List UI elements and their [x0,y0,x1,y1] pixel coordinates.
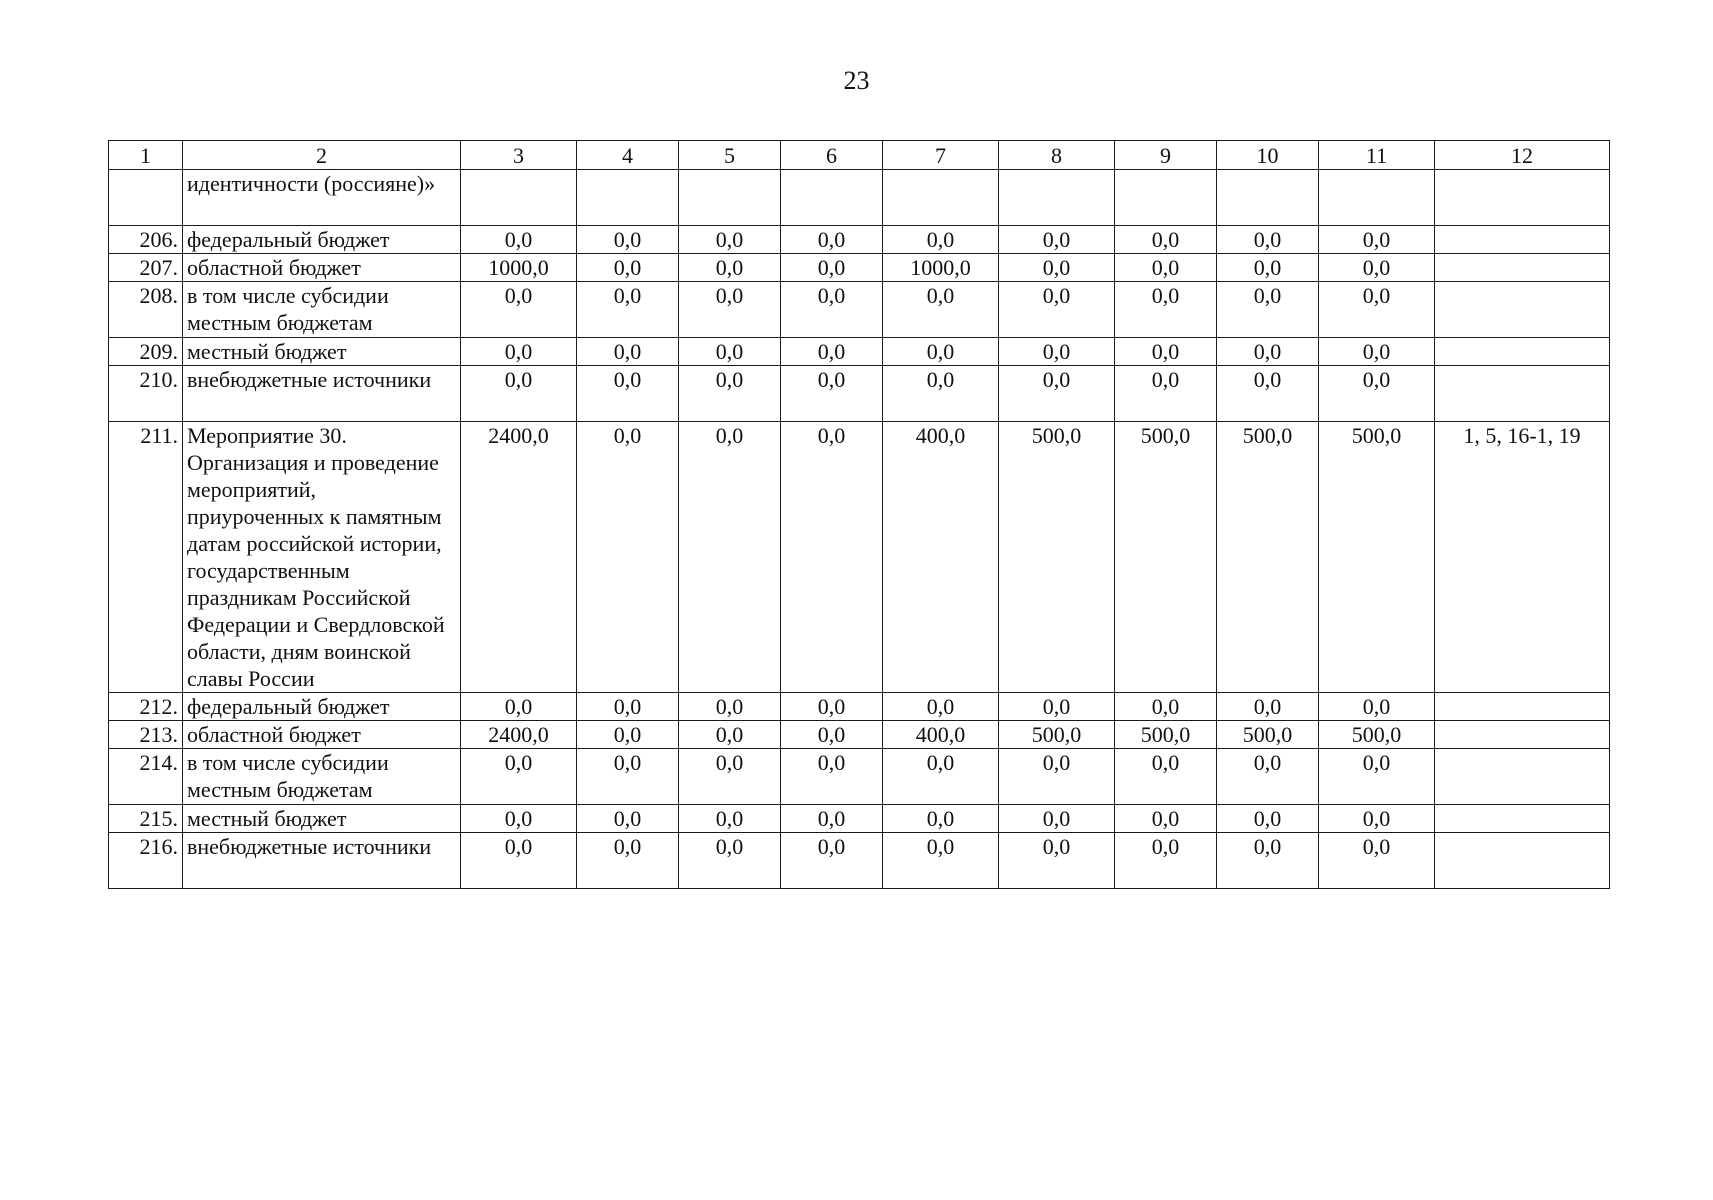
value-cell: 2400,0 [461,721,577,749]
value-cell: 0,0 [1319,282,1435,338]
value-cell: 0,0 [1217,338,1319,366]
value-cell: 0,0 [461,366,577,422]
row-number: 208. [109,282,183,338]
value-cell: 500,0 [1319,422,1435,693]
value-cell: 500,0 [1217,422,1319,693]
value-cell: 0,0 [781,422,883,693]
row-name: внебюджетные источники [183,833,461,889]
value-cell: 0,0 [999,254,1115,282]
row-number: 210. [109,366,183,422]
value-cell: 0,0 [1319,693,1435,721]
row-number: 214. [109,749,183,805]
value-cell: 0,0 [1115,254,1217,282]
value-cell: 0,0 [999,833,1115,889]
row-number: 207. [109,254,183,282]
value-cell: 0,0 [1217,805,1319,833]
value-cell: 0,0 [577,282,679,338]
value-cell: 0,0 [577,833,679,889]
value-cell: 0,0 [883,338,999,366]
value-cell: 0,0 [577,226,679,254]
header-cell: 12 [1435,141,1610,170]
value-cell: 0,0 [999,749,1115,805]
table-body [109,170,1610,889]
row-name: федеральный бюджет [183,693,461,721]
value-cell: 0,0 [1319,366,1435,422]
table-row [109,366,1610,422]
row-number: 216. [109,833,183,889]
value-cell: 0,0 [679,721,781,749]
value-cell: 0,0 [679,338,781,366]
value-cell: 500,0 [1217,721,1319,749]
header-cell: 4 [577,141,679,170]
value-cell: 0,0 [883,749,999,805]
header-cell: 10 [1217,141,1319,170]
value-cell: 0,0 [577,693,679,721]
value-cell: 0,0 [679,226,781,254]
target-indicators-cell [1435,749,1610,805]
header-cell: 1 [109,141,183,170]
value-cell: 0,0 [461,282,577,338]
value-cell: 0,0 [1319,226,1435,254]
row-number: 211. [109,422,183,693]
value-cell: 0,0 [461,338,577,366]
row-name: в том числе субсидии местным бюджетам [183,282,461,338]
table-row [109,338,1610,366]
value-cell [1319,170,1435,226]
row-name: идентичности (россияне)» [183,170,461,226]
table-row [109,693,1610,721]
row-number [109,170,183,226]
header-cell: 6 [781,141,883,170]
value-cell: 0,0 [679,833,781,889]
value-cell: 0,0 [1217,693,1319,721]
header-cell: 8 [999,141,1115,170]
value-cell: 0,0 [1217,226,1319,254]
value-cell: 500,0 [999,422,1115,693]
value-cell: 0,0 [679,366,781,422]
value-cell: 0,0 [1115,833,1217,889]
value-cell: 0,0 [883,282,999,338]
value-cell: 0,0 [781,254,883,282]
value-cell [781,170,883,226]
value-cell: 0,0 [999,693,1115,721]
header-cell: 7 [883,141,999,170]
target-indicators-cell [1435,338,1610,366]
value-cell: 0,0 [1217,366,1319,422]
value-cell: 0,0 [999,338,1115,366]
value-cell: 0,0 [883,226,999,254]
value-cell: 0,0 [679,422,781,693]
value-cell: 1000,0 [883,254,999,282]
row-name: в том числе субсидии местным бюджетам [183,749,461,805]
row-number: 209. [109,338,183,366]
value-cell: 500,0 [1319,721,1435,749]
value-cell: 0,0 [781,366,883,422]
value-cell: 0,0 [577,721,679,749]
table-row [109,226,1610,254]
table-row [109,282,1610,338]
row-name: областной бюджет [183,254,461,282]
value-cell: 0,0 [883,366,999,422]
budget-table [108,140,1610,889]
value-cell [999,170,1115,226]
target-indicators-cell [1435,805,1610,833]
value-cell: 0,0 [461,749,577,805]
value-cell: 0,0 [1319,749,1435,805]
value-cell: 0,0 [461,833,577,889]
value-cell: 0,0 [781,282,883,338]
value-cell [1115,170,1217,226]
value-cell [1217,170,1319,226]
value-cell [461,170,577,226]
value-cell: 500,0 [999,721,1115,749]
row-number: 206. [109,226,183,254]
header-cell: 9 [1115,141,1217,170]
table-row [109,833,1610,889]
target-indicators-cell [1435,366,1610,422]
target-indicators-cell [1435,282,1610,338]
value-cell: 0,0 [781,338,883,366]
row-name: областной бюджет [183,721,461,749]
value-cell: 0,0 [1319,338,1435,366]
value-cell: 0,0 [461,693,577,721]
value-cell: 0,0 [461,805,577,833]
value-cell: 0,0 [781,721,883,749]
value-cell: 0,0 [883,693,999,721]
value-cell: 0,0 [781,693,883,721]
row-name: внебюджетные источники [183,366,461,422]
value-cell: 0,0 [781,749,883,805]
value-cell: 0,0 [1115,749,1217,805]
value-cell: 0,0 [1217,282,1319,338]
row-name: местный бюджет [183,338,461,366]
value-cell: 0,0 [1319,805,1435,833]
row-number: 213. [109,721,183,749]
value-cell: 0,0 [883,805,999,833]
header-cell: 3 [461,141,577,170]
value-cell: 0,0 [883,833,999,889]
value-cell: 0,0 [1115,805,1217,833]
value-cell [679,170,781,226]
value-cell: 500,0 [1115,721,1217,749]
value-cell: 0,0 [679,282,781,338]
value-cell: 0,0 [1319,833,1435,889]
value-cell: 0,0 [999,226,1115,254]
value-cell [883,170,999,226]
value-cell: 0,0 [679,254,781,282]
table-row [109,422,1610,693]
value-cell: 0,0 [781,833,883,889]
value-cell: 0,0 [1319,254,1435,282]
target-indicators-cell [1435,254,1610,282]
value-cell: 2400,0 [461,422,577,693]
header-cell: 2 [183,141,461,170]
value-cell: 400,0 [883,721,999,749]
value-cell: 0,0 [679,805,781,833]
target-indicators-cell [1435,170,1610,226]
value-cell: 400,0 [883,422,999,693]
value-cell: 0,0 [1217,749,1319,805]
target-indicators-cell [1435,226,1610,254]
header-row [109,141,1610,170]
target-indicators-cell [1435,833,1610,889]
value-cell: 0,0 [679,693,781,721]
value-cell: 0,0 [1217,254,1319,282]
target-indicators-cell [1435,693,1610,721]
value-cell: 0,0 [461,226,577,254]
value-cell: 0,0 [577,749,679,805]
value-cell: 0,0 [577,254,679,282]
row-number: 212. [109,693,183,721]
value-cell: 0,0 [1115,282,1217,338]
value-cell: 500,0 [1115,422,1217,693]
value-cell: 0,0 [577,805,679,833]
value-cell: 0,0 [679,749,781,805]
value-cell: 1000,0 [461,254,577,282]
row-name: местный бюджет [183,805,461,833]
page-number: 23 [843,66,870,95]
value-cell: 0,0 [781,805,883,833]
value-cell: 0,0 [1115,366,1217,422]
row-number: 215. [109,805,183,833]
header-cell: 11 [1319,141,1435,170]
table-row [109,721,1610,749]
value-cell: 0,0 [781,226,883,254]
header-cell: 5 [679,141,781,170]
value-cell: 0,0 [577,422,679,693]
value-cell: 0,0 [999,805,1115,833]
value-cell: 0,0 [999,282,1115,338]
target-indicators-cell: 1, 5, 16-1, 19 [1435,422,1610,693]
table-row [109,254,1610,282]
value-cell: 0,0 [1115,338,1217,366]
row-name: федеральный бюджет [183,226,461,254]
value-cell: 0,0 [577,366,679,422]
table-row [109,749,1610,805]
value-cell: 0,0 [1115,226,1217,254]
table-row [109,170,1610,226]
table-row [109,805,1610,833]
value-cell: 0,0 [1115,693,1217,721]
value-cell: 0,0 [999,366,1115,422]
value-cell: 0,0 [577,338,679,366]
row-name: Мероприятие 30. Организация и проведение мероприятий, приуроченных к памятным датам российской истории, государственным праздникам Российской Федерации и Свердловской области, дням воинской славы России [183,422,461,693]
value-cell [577,170,679,226]
value-cell: 0,0 [1217,833,1319,889]
target-indicators-cell [1435,721,1610,749]
